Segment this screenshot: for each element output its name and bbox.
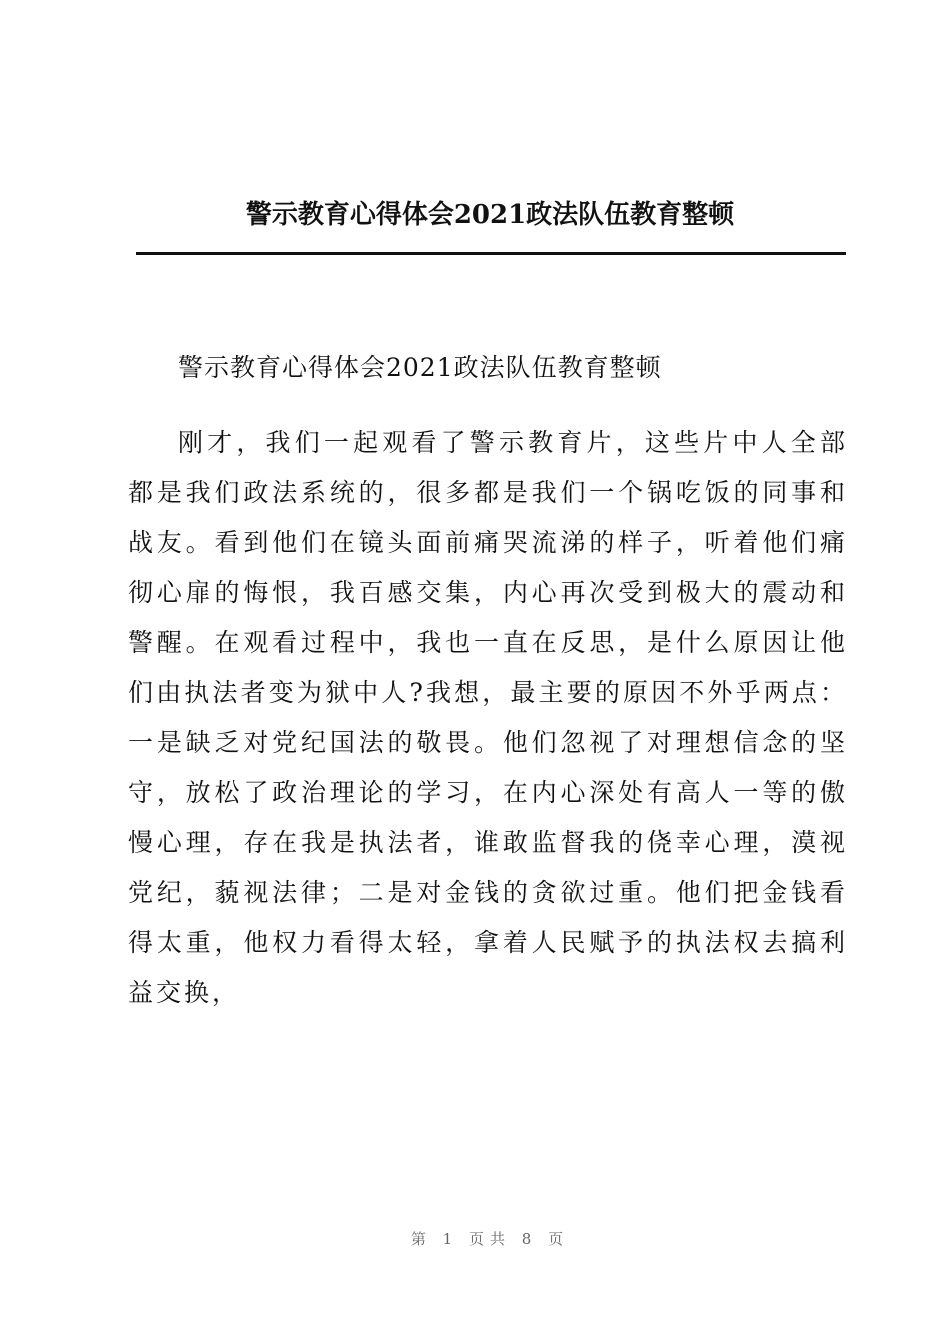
title-divider [136, 252, 846, 255]
page-footer: 第 1 页共 8 页 [410, 1230, 570, 1248]
document-title: 警示教育心得体会2021政法队伍教育整顿 [245, 200, 735, 230]
body-paragraph-heading: 警示教育心得体会2021政法队伍教育整顿 [178, 353, 662, 382]
body-paragraph: 刚才，我们一起观看了警示教育片，这些片中人全部都是我们政法系统的，很多都是我们一个锅吃饭的同事和战友。看到他们在镜头面前痛哭流涕的样子，听着他们痛彻心扉的悔恨，我百感交集，内心再次受到极大的震动和警醒。在观看过程中，我也一直在反思，是什么原因让他们由执法者变为狱中人?我想，最主要的原因不外乎两点：一是缺乏对党纪国法的敬畏。他们忽视了对理想信念的坚守，放松了政治理论的学习，在内心深处有高人一等的傲慢心理，存在我是执法者，谁敢监督我的侥幸心理，漠视党纪，藐视法律；二是对金钱的贪欲过重。他们把金钱看得太重，他权力看得太轻，拿着人民赋予的执法权去搞利益交换， [128, 428, 848, 1007]
document-body [128, 343, 848, 1043]
